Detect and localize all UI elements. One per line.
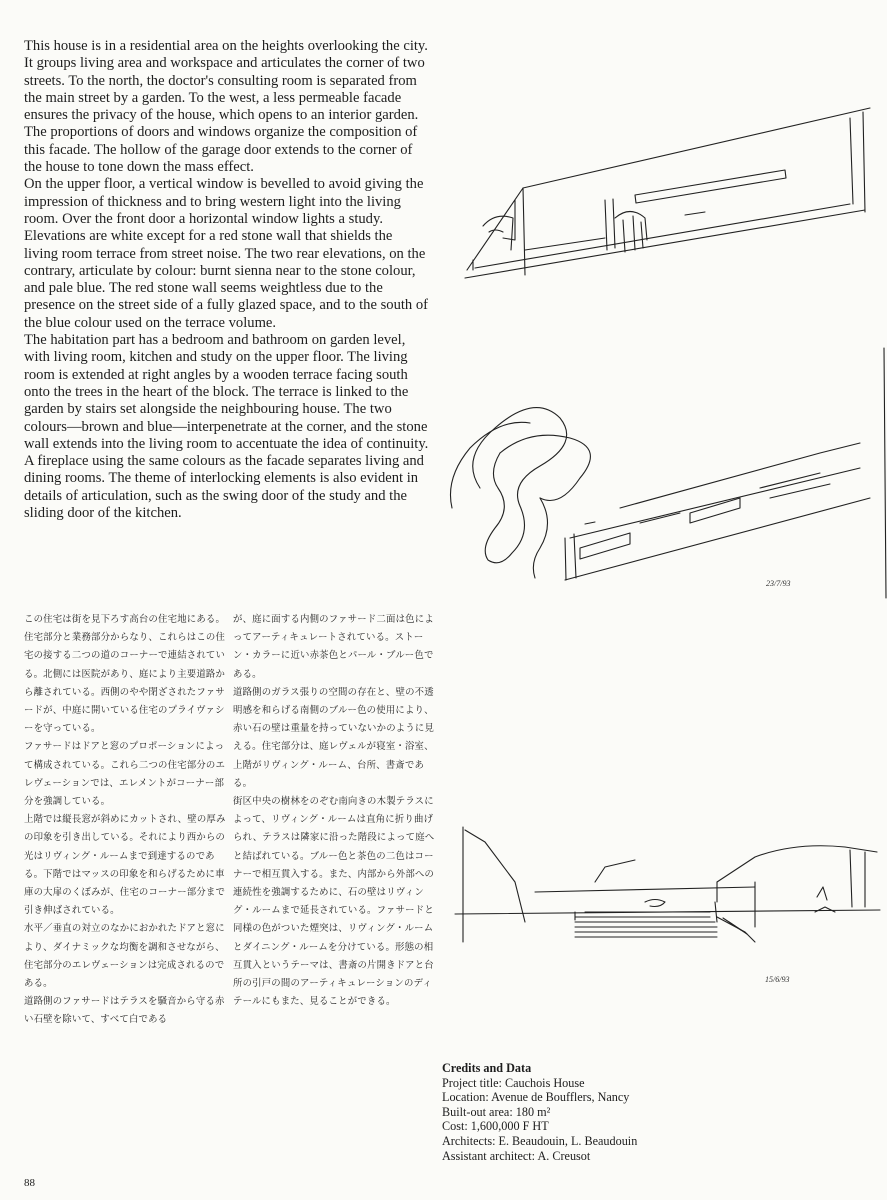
english-paragraph: On the upper floor, a vertical window is bevelled to avoid giving the impression of thickness and to bring western light into the living room. Over the front door a horizontal window lights a study. <box>24 176 424 227</box>
japanese-paragraph: 道路側のファサードはテラスを騒音から守る赤い石壁を除いて、すべて白である <box>24 996 225 1026</box>
japanese-paragraph: この住宅は街を見下ろす高台の住宅地にある。住宅部分と業務部分からなり、これらはこの住宅の接する二つの道のコーナーで連結されている。北側には医院があり、庭により主要道路から離されている。西側のやや閉ざされたファサードが、中庭に開いている住宅のプライヴァシーを守っている。 <box>24 614 226 735</box>
credits-line: Architects: E. Beaudouin, L. Beaudouin <box>442 1133 638 1148</box>
sketch-2-signature: 23/7/93 <box>766 579 791 588</box>
credits-line: Location: Avenue de Boufflers, Nancy <box>442 1090 630 1105</box>
credits-line: Assistant architect: A. Creusot <box>442 1148 591 1163</box>
japanese-paragraph: が、庭に面する内側のファサード二面は色によってアーティキュレートされている。ストーン・カラーに近い赤茶色とパール・ブルー色である。 <box>233 614 434 680</box>
credits-block <box>442 1061 702 1163</box>
credits-line: Cost: 1,600,000 F HT <box>442 1119 549 1134</box>
english-paragraph: Elevations are white except for a red stone wall that shields the living room terrace from street noise. The two rear elevations, on the contrary, articulate by colour: burnt sienna near to the stone colour, and pale blue. The red stone wall seems weightless due to the presence on the street side of a fully glazed space, and to the south of the blue colour used on the terrace volume. <box>24 228 429 331</box>
page-number: 88 <box>24 1177 35 1189</box>
japanese-paragraph: ファサードはドアと窓のプロポーションによって構成されている。これら二つの住宅部分のエレヴェーションでは、エレメントがコーナー部分を強調している。 <box>24 741 226 808</box>
sketch-3-signature: 15/6/93 <box>765 975 790 984</box>
japanese-paragraph: 道路側のガラス張りの空間の存在と、壁の不透明感を和らげる南側のブルー色の使用により、赤い石の壁は重量を持っていないかのように見える。住宅部分は、庭レヴェルが寝室・浴室、上階がリヴィング・ルーム、台所、書斎である。 <box>233 686 435 789</box>
english-paragraph: This house is in a residential area on the heights overlooking the city. It groups living area and workspace and articulates the corner of two streets. To the north, the doctor's consulting room is separated from the main street by a garden. To the west, a less permeable facade ensures the privacy of the house, which opens to an interior garden. The proportions of doors and windows organize the composition of this facade. The hollow of the garage door extends to the corner of the house to tone down the mass effect. <box>24 38 428 176</box>
japanese-paragraph: 上階では縦長窓が斜めにカットされ、壁の厚みの印象を引き出している。それにより西からの光はリヴィング・ルームまで到達するのである。下階ではマッスの印象を和らげるために車庫の大扉のくぼみが、住宅のコーナー部分まで引き伸ばされている。 <box>24 814 226 917</box>
house-sketch-1 <box>455 100 875 300</box>
credits-heading: Credits and Data <box>442 1061 532 1075</box>
japanese-paragraph: 水平／垂直の対立のなかにおかれたドアと窓により、ダイナミックな均衡を調和させながら、住宅部分のエレヴェーションは完成されるのである。 <box>24 923 225 990</box>
credits-line: Built-out area: 180 m² <box>442 1104 551 1119</box>
credits-line: Project title: Cauchois House <box>442 1075 585 1090</box>
japanese-text-right <box>233 611 438 1011</box>
english-text <box>24 38 429 522</box>
japanese-paragraph: 街区中央の樹林をのぞむ南向きの木製テラスによって、リヴィング・ルームは直角に折り曲げられ、テラスは隣家に沿った階段によって庭へと結ばれている。ブルー色と茶色の二色はコーナーで相互貫入する。また、内部から外部への連続性を強調するために、石の壁はリヴィング・ルームまで延長されている。ファサードと同様の色がついた煙突は、リヴィング・ルームとダイニング・ルームを分けている。形態の相互貫入というテーマは、書斎の片開きドアと台所の引戸の間のアーティキュレーションのディテールにもまた、見ることができる。 <box>233 796 435 1008</box>
house-sketch-3 <box>455 822 880 992</box>
english-paragraph: The habitation part has a bedroom and bathroom on garden level, with living room, kitchen and study on the upper floor. The living room is extended at right angles by a wooden terrace facing south onto the trees in the heart of the block. The terrace is linked to the garden by stairs set alongside the neighbouring house. The two colours—brown and blue—interpenetrate at the corner, and the stone wall extends into the living room to accentuate the idea of continuity. A fireplace using the same colours as the facade separates living and dining rooms. The theme of interlocking elements is also evident in details of articulation, such as the swing door of the study and the sliding door of the kitchen. <box>24 332 429 522</box>
house-sketch-2 <box>440 348 880 608</box>
japanese-text-left <box>24 611 229 1030</box>
